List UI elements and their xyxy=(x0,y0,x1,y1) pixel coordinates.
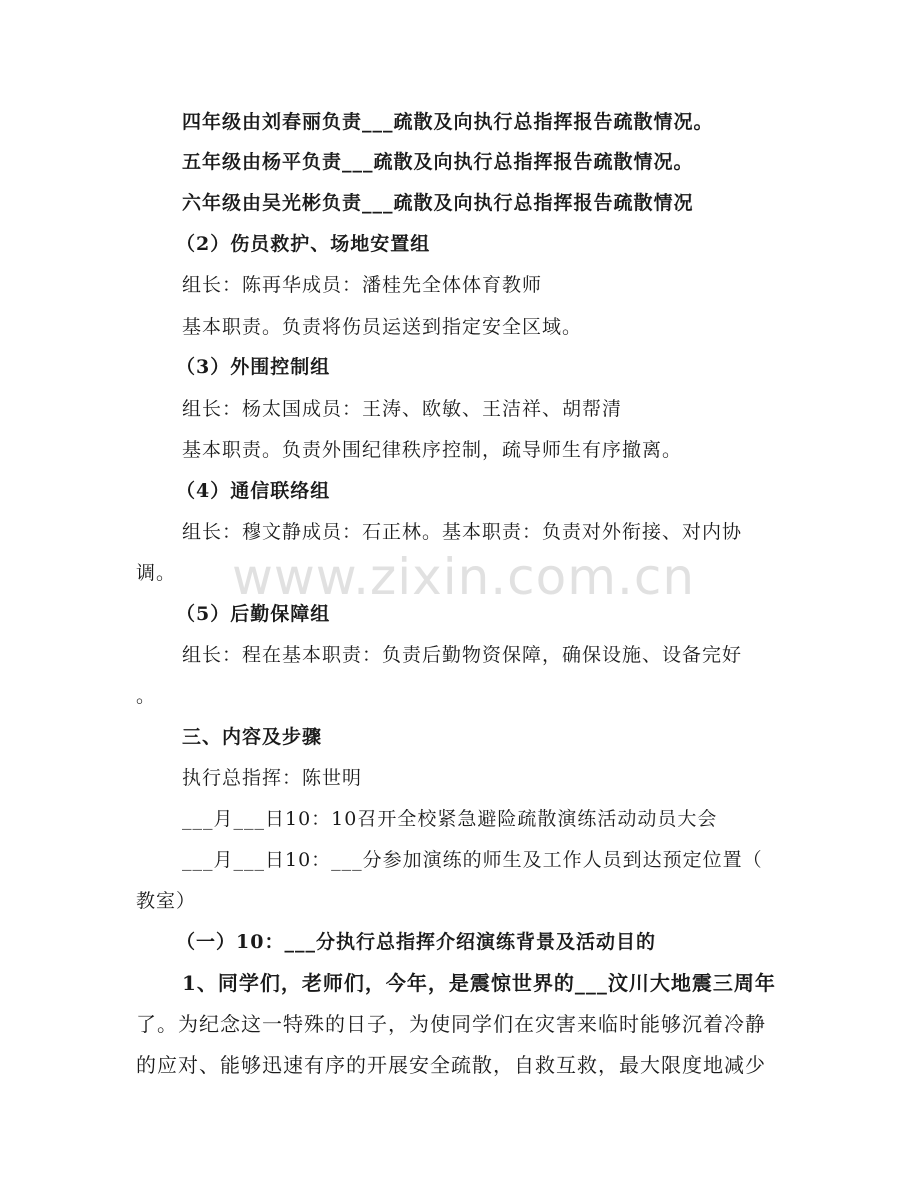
text-rescue-duty: 基本职责。负责将伤员运送到指定安全区域。 xyxy=(182,316,583,338)
text-line-grade6: 六年级由吴光彬负责___疏散及向执行总指挥报告疏散情况 xyxy=(182,192,694,214)
text-perimeter-duty: 基本职责。负责外围纪律秩序控制，疏导师生有序撤离。 xyxy=(182,439,683,461)
text-rescue-members: 组长：陈再华成员：潘桂先全体体育教师 xyxy=(182,274,543,296)
text-communication-members: 组长：穆文静成员：石正林。基本职责：负责对外衔接、对内协 xyxy=(182,521,743,543)
heading-perimeter-group: （3）外围控制组 xyxy=(176,356,331,378)
text-perimeter-members: 组长：杨太国成员：王涛、欧敏、王洁祥、胡帮清 xyxy=(182,398,623,420)
text-schedule-1: ___月___日10：10召开全校紧急避险疏散演练活动动员大会 xyxy=(182,808,718,830)
text-speech-line-1: 1、同学们，老师们，今年，是震惊世界的___汶川大地震三周年 xyxy=(182,971,776,995)
text-speech-line-3: 的应对、能够迅速有序的开展安全疏散，自救互救，最大限度地减少 xyxy=(136,1053,766,1077)
text-speech-line-2: 了。为纪念这一特殊的日子，为使同学们在灾害来临时能够沉着冷静 xyxy=(136,1012,766,1036)
text-schedule-2: ___月___日10：___分参加演练的师生及工作人员到达预定位置（ xyxy=(182,849,763,871)
watermark: www.zixin.com.cn xyxy=(232,548,696,606)
text-communication-cont: 调。 xyxy=(136,562,177,584)
text-schedule-2-cont: 教室） xyxy=(136,890,197,912)
text-logistics-members: 组长：程在基本职责：负责后勤物资保障，确保设施、设备完好 xyxy=(182,644,743,666)
text-logistics-cont: 。 xyxy=(136,685,157,707)
heading-subsection-one: （一）10：___分执行总指挥介绍演练背景及活动目的 xyxy=(176,931,656,953)
text-line-grade5: 五年级由杨平负责___疏散及向执行总指挥报告疏散情况。 xyxy=(182,151,694,173)
heading-rescue-group: （2）伤员救护、场地安置组 xyxy=(176,233,431,255)
text-line-grade4: 四年级由刘春丽负责___疏散及向执行总指挥报告疏散情况。 xyxy=(182,111,714,133)
heading-communication-group: （4）通信联络组 xyxy=(176,480,331,502)
heading-logistics-group: （5）后勤保障组 xyxy=(176,603,331,625)
heading-section-three: 三、内容及步骤 xyxy=(182,726,323,748)
text-commander: 执行总指挥：陈世明 xyxy=(182,767,363,789)
